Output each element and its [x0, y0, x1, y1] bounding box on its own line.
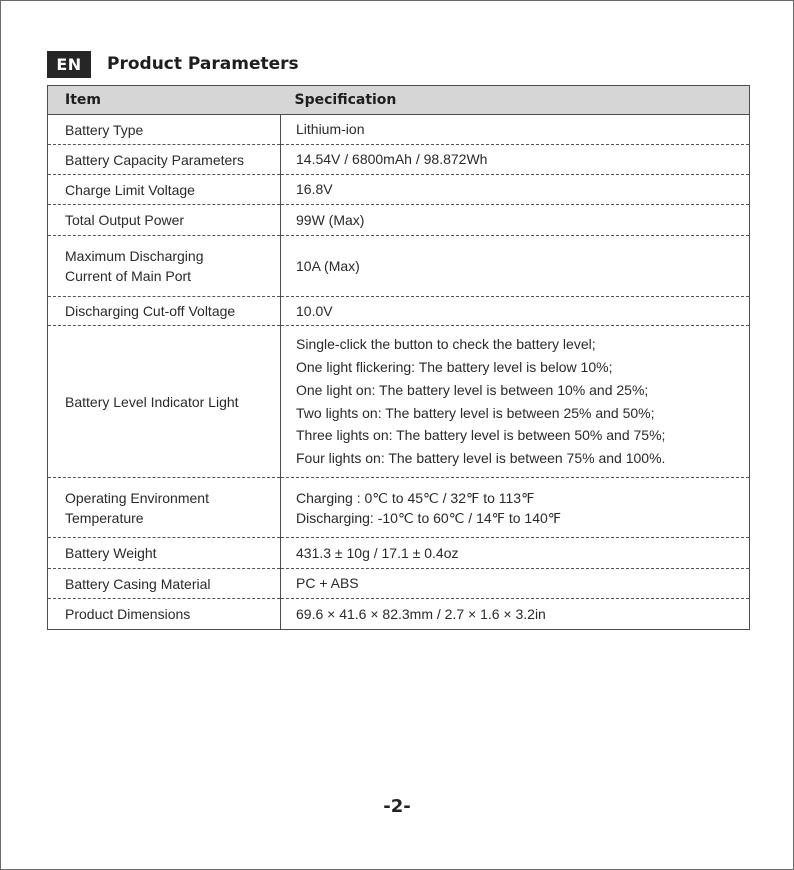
page-title: Product Parameters	[107, 54, 299, 74]
table-row	[48, 145, 750, 175]
parameter-name	[48, 236, 281, 297]
parameter-value	[281, 297, 750, 326]
section-header	[47, 50, 299, 78]
parameter-name	[48, 569, 281, 599]
parameter-value	[281, 236, 750, 297]
parameter-value-text: 99W (Max)	[296, 211, 365, 228]
table-row	[48, 236, 750, 297]
parameter-name	[48, 297, 281, 326]
parameter-name-text: Maximum Discharging	[65, 248, 204, 264]
parameter-value-text: 16.8V	[296, 181, 333, 198]
parameter-value-text: Lithium-ion	[296, 121, 365, 138]
page-number: -2-	[383, 796, 411, 817]
table-row	[48, 297, 750, 326]
parameter-value-text: Three lights on: The battery level is between 50% and 75%;	[296, 427, 666, 444]
parameter-name-text: Temperature	[65, 509, 144, 526]
table-body	[48, 115, 750, 630]
parameter-value	[281, 569, 750, 599]
parameter-value	[281, 538, 750, 569]
parameter-value	[281, 599, 750, 630]
parameter-name-text: Battery Type	[65, 121, 144, 138]
language-badge: EN	[47, 51, 91, 78]
parameter-name-text: Battery Level Indicator Light	[65, 393, 239, 410]
parameter-value-text: One light flickering: The battery level is below 10%;	[296, 358, 613, 375]
parameter-value-text: Single-click the button to check the battery level;	[296, 336, 596, 353]
parameter-name	[48, 599, 281, 630]
parameter-value-text: Two lights on: The battery level is between 25% and 50%;	[296, 404, 655, 421]
parameter-name-text: Battery Casing Material	[65, 575, 211, 592]
parameter-name-text: Battery Capacity Parameters	[65, 151, 244, 168]
table-row	[48, 205, 750, 236]
parameter-value-text: 431.3 ± 10g / 17.1 ± 0.4oz	[296, 544, 459, 561]
parameter-name	[48, 115, 281, 145]
table-row	[48, 478, 750, 538]
parameter-value-text: PC + ABS	[296, 575, 359, 592]
parameter-value	[281, 326, 750, 478]
parameter-name	[48, 538, 281, 569]
parameter-value	[281, 115, 750, 145]
table-row	[48, 326, 750, 478]
table-row	[48, 569, 750, 599]
parameter-name	[48, 478, 281, 538]
parameter-name-text: Operating Environment	[65, 489, 209, 506]
parameter-value-text: 10.0V	[296, 302, 333, 319]
parameter-value-text: Charging : 0℃ to 45℃ / 32℉ to 113℉	[296, 489, 535, 506]
parameter-value	[281, 175, 750, 205]
parameter-value	[281, 205, 750, 236]
parameter-value	[281, 145, 750, 175]
parameter-name	[48, 326, 281, 478]
parameter-value-text: Four lights on: The battery level is between 75% and 100%.	[296, 450, 666, 467]
parameter-name-text: Product Dimensions	[65, 606, 191, 622]
parameter-value-text: 10A (Max)	[296, 257, 360, 274]
parameter-name	[48, 205, 281, 236]
parameter-value-text: Discharging: -10℃ to 60℃ / 14℉ to 140℉	[296, 509, 562, 526]
parameter-value-text: 69.6 × 41.6 × 82.3mm / 2.7 × 1.6 × 3.2in	[296, 605, 546, 622]
product-parameters-table	[47, 85, 750, 630]
parameter-name-text: Charge Limit Voltage	[65, 181, 195, 198]
parameter-name-text: Battery Weight	[65, 545, 157, 561]
table-row	[48, 599, 750, 630]
parameter-name-text: Current of Main Port	[65, 268, 192, 284]
parameter-value	[281, 478, 750, 538]
column-header-specification: Specification	[281, 86, 750, 115]
parameter-value-text: 14.54V / 6800mAh / 98.872Wh	[296, 151, 488, 168]
table-row	[48, 115, 750, 145]
column-header-item: Item	[48, 86, 281, 115]
parameter-name-text: Discharging Cut-off Voltage	[65, 303, 236, 319]
parameter-name	[48, 175, 281, 205]
table-row	[48, 538, 750, 569]
parameter-value-text: One light on: The battery level is between 10% and 25%;	[296, 381, 649, 398]
parameter-name-text: Total Output Power	[65, 212, 185, 228]
parameter-name	[48, 145, 281, 175]
table-row	[48, 175, 750, 205]
table-header-row	[48, 86, 750, 115]
